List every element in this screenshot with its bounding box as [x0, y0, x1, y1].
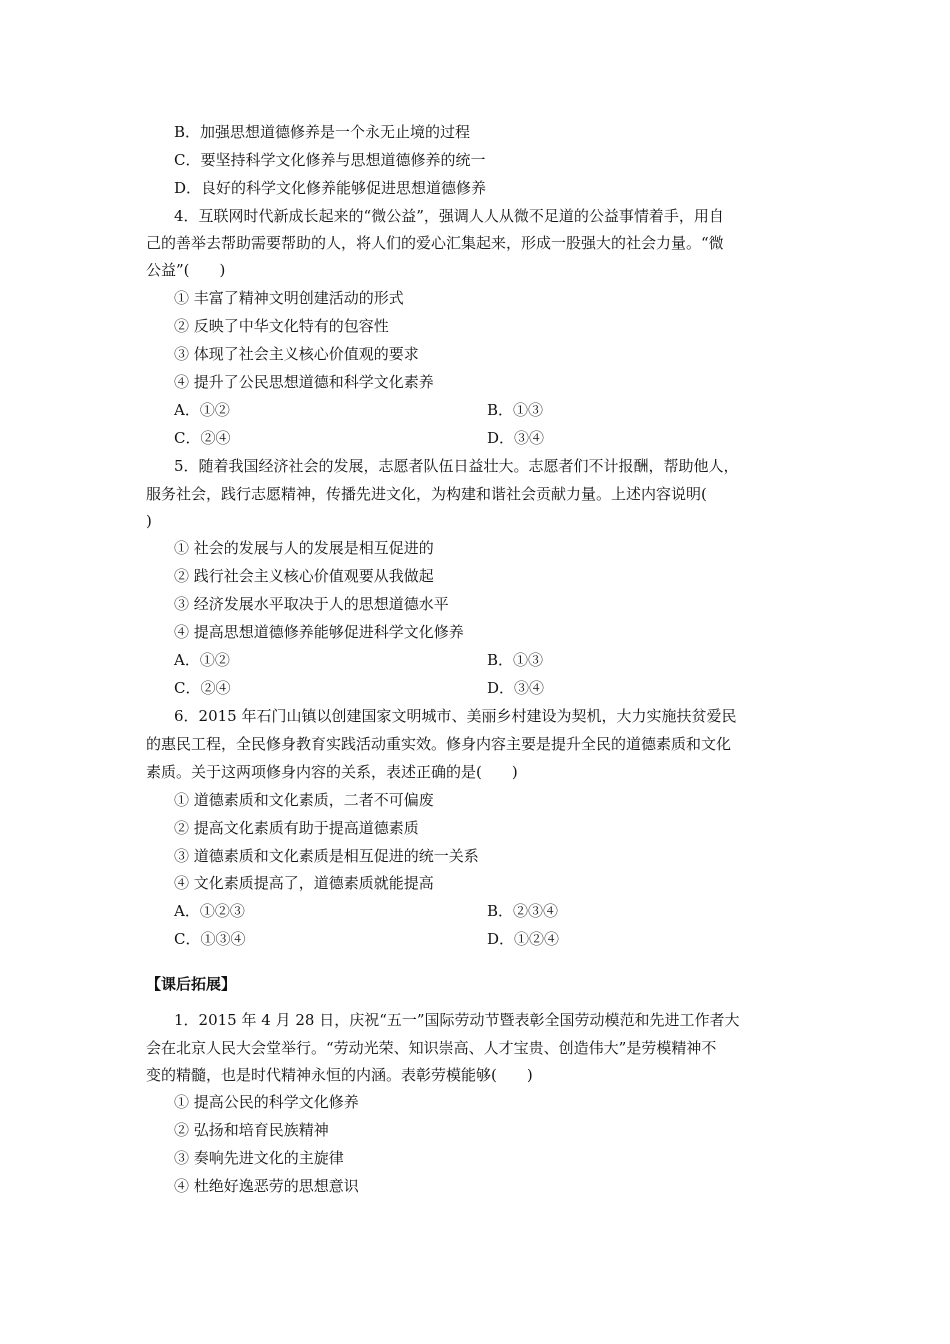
question-4-item: ② 反映了中华文化特有的包容性	[174, 317, 389, 335]
question-6-item: ② 提高文化素质有助于提高道德素质	[174, 819, 419, 837]
option-b: B．加强思想道德修养是一个永无止境的过程	[174, 123, 471, 141]
question-4-item: ③ 体现了社会主义核心价值观的要求	[174, 345, 419, 363]
question-6-stem-line: 素质。关于这两项修身内容的关系，表述正确的是( )	[146, 763, 518, 781]
question-4-item: ① 丰富了精神文明创建活动的形式	[174, 289, 404, 307]
question-4-stem-line: 己的善举去帮助需要帮助的人，将人们的爱心汇集起来，形成一股强大的社会力量。“微	[146, 234, 724, 252]
extension-question-1-stem-line: 1．2015 年 4 月 28 日，庆祝“五一”国际劳动节暨表彰全国劳动模范和先进工作者大	[174, 1011, 740, 1029]
extension-question-1-stem-line: 会在北京人民大会堂举行。“劳动光荣、知识崇高、人才宝贵、创造伟大”是劳模精神不	[146, 1039, 717, 1057]
question-5-item: ① 社会的发展与人的发展是相互促进的	[174, 539, 434, 557]
question-5-stem-line: 服务社会，践行志愿精神，传播先进文化，为构建和谐社会贡献力量。上述内容说明(	[146, 485, 707, 503]
question-5-stem-line: 5．随着我国经济社会的发展，志愿者队伍日益壮大。志愿者们不计报酬，帮助他人，	[174, 457, 739, 475]
question-4-choice-d: D．③④	[487, 429, 545, 447]
section-heading: 【课后拓展】	[146, 975, 237, 993]
extension-question-1-item: ② 弘扬和培育民族精神	[174, 1121, 329, 1139]
option-d: D．良好的科学文化修养能够促进思想道德修养	[174, 179, 487, 197]
question-4-choice-a: A．①②	[174, 401, 230, 419]
question-6-stem-line: 的惠民工程，全民修身教育实践活动重实效。修身内容主要是提升全民的道德素质和文化	[146, 735, 732, 753]
question-5-choice-b: B．①③	[487, 651, 544, 669]
question-4-item: ④ 提升了公民思想道德和科学文化素养	[174, 373, 434, 391]
question-6-stem-line: 6．2015 年石门山镇以创建国家文明城市、美丽乡村建设为契机，大力实施扶贫爱民	[174, 707, 737, 725]
question-6-item: ④ 文化素质提高了，道德素质就能提高	[174, 874, 434, 892]
question-5-choice-c: C．②④	[174, 679, 231, 697]
option-c: C．要坚持科学文化修养与思想道德修养的统一	[174, 151, 486, 169]
question-6-choice-d: D．①②④	[487, 930, 560, 948]
question-5-item: ③ 经济发展水平取决于人的思想道德水平	[174, 595, 449, 613]
question-6-item: ③ 道德素质和文化素质是相互促进的统一关系	[174, 847, 479, 865]
extension-question-1-item: ③ 奏响先进文化的主旋律	[174, 1149, 344, 1167]
question-4-stem-line: 公益”( )	[146, 261, 226, 279]
question-6-choice-b: B．②③④	[487, 902, 559, 920]
question-5-item: ② 践行社会主义核心价值观要从我做起	[174, 567, 434, 585]
question-4-choice-c: C．②④	[174, 429, 231, 447]
question-5-choice-d: D．③④	[487, 679, 545, 697]
question-5-item: ④ 提高思想道德修养能够促进科学文化修养	[174, 623, 464, 641]
extension-question-1-stem-line: 变的精髓，也是时代精神永恒的内涵。表彰劳模能够( )	[146, 1066, 533, 1084]
question-5-choice-a: A．①②	[174, 651, 230, 669]
question-5-stem-line: )	[146, 512, 152, 530]
question-6-choice-c: C．①③④	[174, 930, 246, 948]
question-6-item: ① 道德素质和文化素质，二者不可偏废	[174, 791, 434, 809]
question-4-stem-line: 4．互联网时代新成长起来的“微公益”，强调人人从微不足道的公益事情着手，用自	[174, 207, 724, 225]
question-6-choice-a: A．①②③	[174, 902, 245, 920]
extension-question-1-item: ① 提高公民的科学文化修养	[174, 1093, 359, 1111]
extension-question-1-item: ④ 杜绝好逸恶劳的思想意识	[174, 1177, 359, 1195]
question-4-choice-b: B．①③	[487, 401, 544, 419]
